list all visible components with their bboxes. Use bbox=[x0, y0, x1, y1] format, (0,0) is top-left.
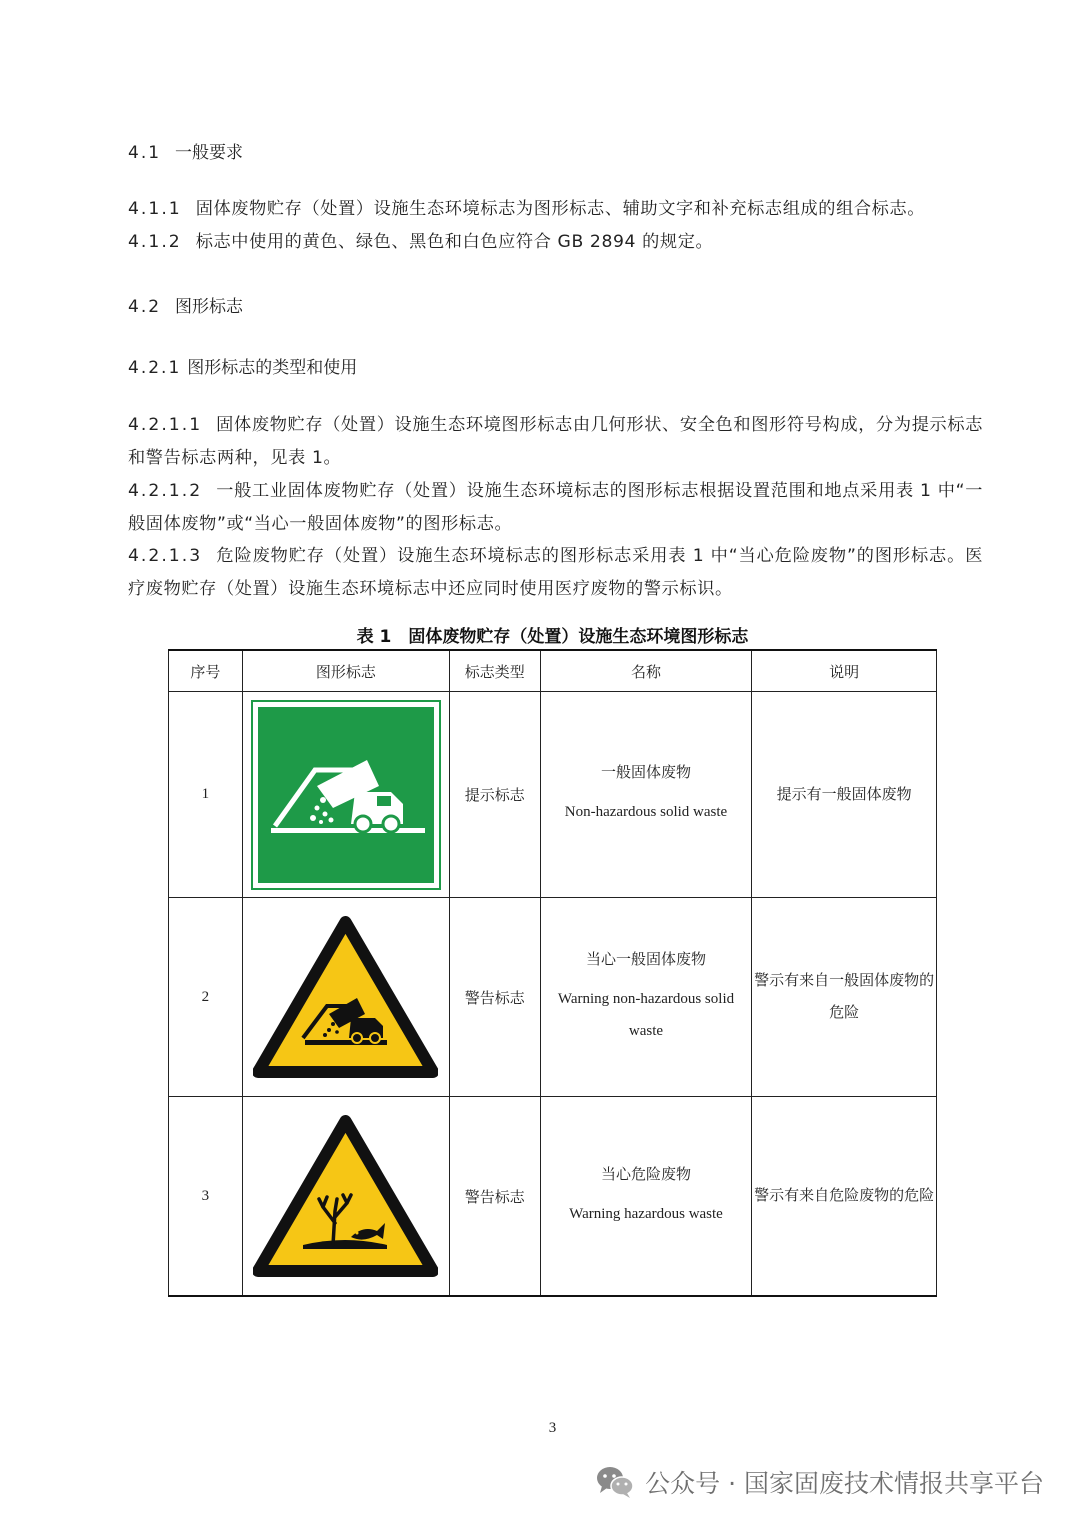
type-cell: 提示标志 bbox=[449, 692, 540, 898]
header-seq: 序号 bbox=[169, 650, 243, 692]
table-row bbox=[169, 898, 937, 1097]
clause-4-2-1-2: 4.2.1.2 一般工业固体废物贮存（处置）设施生态环境标志的图形标志根据设置范围和地点采用表 1 中“一般固体废物”或“当心一般固体废物”的图形标志。 bbox=[128, 481, 983, 534]
table-caption: 表 1 固体废物贮存（处置）设施生态环境图形标志 bbox=[356, 627, 749, 647]
name-en: Non-hazardous solid waste bbox=[564, 804, 728, 820]
sign-cell bbox=[242, 692, 449, 898]
section-4-2-heading: 4.2 图形标志 bbox=[128, 297, 244, 317]
clause-4-1-2: 4.1.2 标志中使用的黄色、绿色、黑色和白色应符合 GB 2894 的规定。 bbox=[128, 232, 714, 252]
seq-cell: 1 bbox=[169, 692, 243, 898]
table-header-row bbox=[169, 650, 937, 692]
sign-table bbox=[168, 649, 937, 1297]
sign-cell bbox=[242, 1097, 449, 1297]
table-row bbox=[169, 1097, 937, 1297]
header-name: 名称 bbox=[540, 650, 752, 692]
clause-4-2-1-1: 4.2.1.1 固体废物贮存（处置）设施生态环境图形标志由几何形状、安全色和图形符号构成，分为提示标志和警告标志两种，见表 1。 bbox=[128, 415, 983, 468]
watermark-text: 公众号 · 国家固废技术情报共享平台 bbox=[645, 1469, 1044, 1498]
yellow-triangle-dump-truck-icon bbox=[253, 916, 438, 1078]
name-cell bbox=[540, 898, 752, 1097]
green-square-dump-truck-icon bbox=[251, 700, 441, 890]
name-cn: 一般固体废物 bbox=[600, 765, 691, 781]
name-en: Warning hazardous waste bbox=[569, 1205, 723, 1222]
yellow-triangle-dead-tree-fish-icon bbox=[253, 1115, 438, 1277]
section-4-2-1-heading: 4.2.1 图形标志的类型和使用 bbox=[128, 358, 358, 378]
clause-4-1-1: 4.1.1 固体废物贮存（处置）设施生态环境标志为图形标志、辅助文字和补充标志组成的组合标志。 bbox=[128, 199, 926, 219]
desc-cell: 提示有一般固体废物 bbox=[752, 692, 937, 898]
type-cell: 警告标志 bbox=[449, 1097, 540, 1297]
name-cell bbox=[540, 1097, 752, 1297]
desc-cell: 警示有来自一般固体废物的危险 bbox=[752, 898, 937, 1097]
page-number: 3 bbox=[548, 1420, 557, 1436]
name-en: Warning non-hazardous solid waste bbox=[557, 990, 735, 1039]
header-desc: 说明 bbox=[752, 650, 937, 692]
header-type: 标志类型 bbox=[449, 650, 540, 692]
seq-cell: 3 bbox=[169, 1097, 243, 1297]
desc-cell: 警示有来自危险废物的危险 bbox=[752, 1097, 937, 1297]
seq-cell: 2 bbox=[169, 898, 243, 1097]
name-cn: 当心危险废物 bbox=[600, 1166, 691, 1183]
table-row bbox=[169, 692, 937, 898]
section-4-1-heading: 4.1 一般要求 bbox=[128, 143, 244, 163]
wechat-icon bbox=[595, 1465, 635, 1499]
watermark bbox=[595, 1464, 1044, 1500]
sign-cell bbox=[242, 898, 449, 1097]
name-cn: 当心一般固体废物 bbox=[585, 951, 706, 968]
type-cell: 警告标志 bbox=[449, 898, 540, 1097]
header-sign: 图形标志 bbox=[242, 650, 449, 692]
name-cell bbox=[540, 692, 752, 898]
clause-4-2-1-3: 4.2.1.3 危险废物贮存（处置）设施生态环境标志的图形标志采用表 1 中“当心危险废物”的图形标志。医疗废物贮存（处置）设施生态环境标志中还应同时使用医疗废物的警示标识。 bbox=[128, 546, 983, 599]
